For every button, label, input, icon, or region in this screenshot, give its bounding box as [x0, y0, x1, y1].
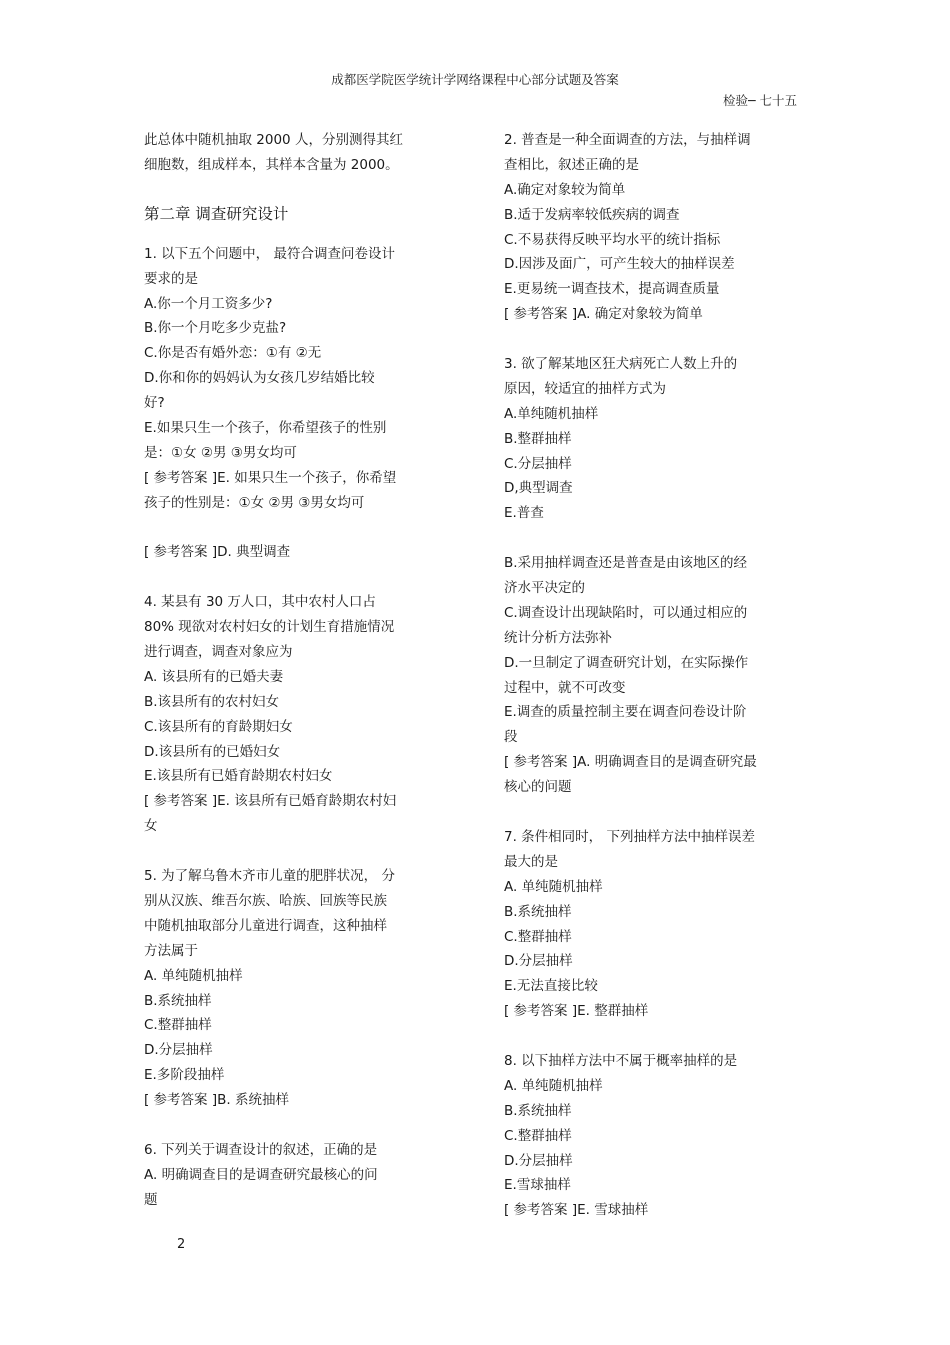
text-line: A. 单纯随机抽样 — [144, 967, 243, 984]
text-line: 1. 以下五个问题中， 最符合调查问卷设计 — [144, 245, 395, 262]
text-line: [ 参考答案 ]E. 雪球抽样 — [504, 1202, 649, 1219]
text-line: 进行调查，调查对象应为 — [144, 644, 293, 661]
text-line: E.如果只生一个孩子，你希望孩子的性别 — [144, 420, 387, 437]
text-line: E.普查 — [504, 505, 544, 522]
text-line: A. 该县所有的已婚夫妻 — [144, 668, 284, 685]
text-line: 8. 以下抽样方法中不属于概率抽样的是 — [504, 1052, 738, 1069]
text-line: D,典型调查 — [504, 480, 573, 497]
text-line: B.采用抽样调查还是普查是由该地区的经 — [504, 555, 748, 572]
text-line: 80% 现欲对农村妇女的计划生育措施情况 — [144, 619, 395, 636]
text-line: [ 参考答案 ]E. 如果只生一个孩子，你希望 — [144, 469, 397, 486]
text-line: B.系统抽样 — [144, 992, 212, 1009]
text-line: A.确定对象较为简单 — [504, 181, 626, 198]
text-line: C.该县所有的育龄期妇女 — [144, 718, 293, 735]
text-line: B.系统抽样 — [504, 1102, 572, 1119]
text-line: 2. 普查是一种全面调查的方法，与抽样调 — [504, 132, 751, 148]
blank-line — [504, 800, 804, 825]
text-line: [ 参考答案 ]A. 明确调查目的是调查研究最 — [504, 754, 757, 771]
text-line: E.无法直接比较 — [504, 978, 598, 995]
text-line: 济水平决定的 — [504, 580, 585, 597]
blank-line — [504, 526, 804, 551]
text-line: B.系统抽样 — [504, 903, 572, 920]
text-line: B.你一个月吃多少克盐? — [144, 320, 287, 337]
right-column — [504, 128, 804, 1223]
text-line: D.你和你的妈妈认为女孩几岁结婚比较 — [144, 370, 375, 387]
text-line: [ 参考答案 ]D. 典型调查 — [144, 544, 291, 561]
text-line: B.整群抽样 — [504, 430, 572, 447]
text-line: D.分层抽样 — [504, 1152, 573, 1169]
text-line: A. 明确调查目的是调查研究最核心的问 — [144, 1166, 378, 1183]
text-line: 是：①女 ②男 ③男女均可 — [144, 444, 297, 461]
text-line: 好? — [144, 395, 165, 412]
text-line: E.雪球抽样 — [504, 1177, 571, 1194]
text-line: E.多阶段抽样 — [144, 1067, 225, 1084]
text-line: A. 单纯随机抽样 — [504, 1077, 603, 1094]
text-line: 7. 条件相同时， 下列抽样方法中抽样误差 — [504, 828, 755, 845]
text-line: 统计分析方法弥补 — [504, 629, 612, 646]
text-line: C.整群抽样 — [504, 928, 572, 945]
text-line: C.调查设计出现缺陷时，可以通过相应的 — [504, 604, 748, 621]
text-line: C.分层抽样 — [504, 455, 572, 472]
text-line: [ 参考答案 ]E. 整群抽样 — [504, 1003, 649, 1020]
text-line: A. 单纯随机抽样 — [504, 878, 603, 895]
text-line: C.整群抽样 — [504, 1127, 572, 1144]
text-line: [ 参考答案 ]E. 该县所有已婚育龄期农村妇 — [144, 793, 397, 810]
text-line: 段 — [504, 729, 518, 746]
blank-line — [144, 565, 444, 590]
text-line: A.单纯随机抽样 — [504, 405, 599, 422]
text-line: 方法属于 — [144, 942, 198, 959]
text-line: C.不易获得反映平均水平的统计指标 — [504, 231, 721, 248]
text-line: 孩子的性别是：①女 ②男 ③男女均可 — [144, 494, 365, 511]
text-line: E.该县所有已婚育龄期农村妇女 — [144, 768, 333, 785]
text-line: E.更易统一调查技术，提高调查质量 — [504, 281, 720, 298]
text-line: B.适于发病率较低疾病的调查 — [504, 206, 680, 223]
text-line: 3. 欲了解某地区狂犬病死亡人数上升的 — [504, 356, 738, 373]
text-line: 5. 为了解乌鲁木齐市儿童的肥胖状况， 分 — [144, 868, 395, 885]
text-line: D.该县所有的已婚妇女 — [144, 743, 281, 760]
text-line: E.调查的质量控制主要在调查问卷设计阶 — [504, 704, 747, 721]
text-line: C.你是否有婚外恋：①有 ②无 — [144, 345, 322, 362]
text-line: 核心的问题 — [504, 779, 572, 796]
text-line: 6. 下列关于调查设计的叙述，正确的是 — [144, 1141, 378, 1158]
text-line: 中随机抽取部分儿童进行调查，这种抽样 — [144, 917, 387, 934]
text-line: D.分层抽样 — [144, 1042, 213, 1059]
text-line: A.你一个月工资多少? — [144, 295, 273, 312]
text-line: 4. 某县有 30 万人口，其中农村人口占 — [144, 594, 376, 611]
text-line: 女 — [144, 818, 158, 835]
text-line: C.整群抽样 — [144, 1017, 212, 1034]
text-line: D.一旦制定了调查研究计划，在实际操作 — [504, 654, 749, 671]
text-line: 最大的是 — [504, 853, 558, 870]
text-line: 别从汉族、维吾尔族、哈族、回族等民族 — [144, 892, 387, 909]
blank-line — [144, 839, 444, 864]
blank-line — [144, 1113, 444, 1138]
text-line: B.该县所有的农村妇女 — [144, 693, 280, 710]
blank-line — [504, 1024, 804, 1049]
text-line: 题 — [144, 1191, 158, 1208]
document-header-code: 检验─ 七十五 — [723, 93, 797, 108]
text-line: D.因涉及面广，可产生较大的抽样误差 — [504, 256, 735, 273]
blank-line — [144, 178, 444, 190]
text-line: 细胞数，组成样本，其样本含量为 2000。 — [144, 156, 399, 173]
text-line: 此总体中随机抽取 2000 人，分别测得其红 — [144, 132, 403, 148]
blank-line — [144, 516, 444, 541]
text-line: D.分层抽样 — [504, 953, 573, 970]
chapter-heading: 第二章 调查研究设计 — [144, 204, 289, 223]
text-line: 过程中，就不可改变 — [504, 679, 626, 696]
blank-line — [504, 327, 804, 352]
left-column — [144, 128, 444, 1213]
text-line: 要求的是 — [144, 270, 198, 287]
text-line: [ 参考答案 ]B. 系统抽样 — [144, 1092, 289, 1109]
text-line: 原因，较适宜的抽样方式为 — [504, 380, 666, 397]
text-line: [ 参考答案 ]A. 确定对象较为简单 — [504, 306, 703, 323]
text-line: 查相比，叙述正确的是 — [504, 156, 639, 173]
page-number: 2 — [177, 1237, 186, 1252]
document-header-title: 成都医学院医学统计学网络课程中心部分试题及答案 — [331, 72, 619, 87]
